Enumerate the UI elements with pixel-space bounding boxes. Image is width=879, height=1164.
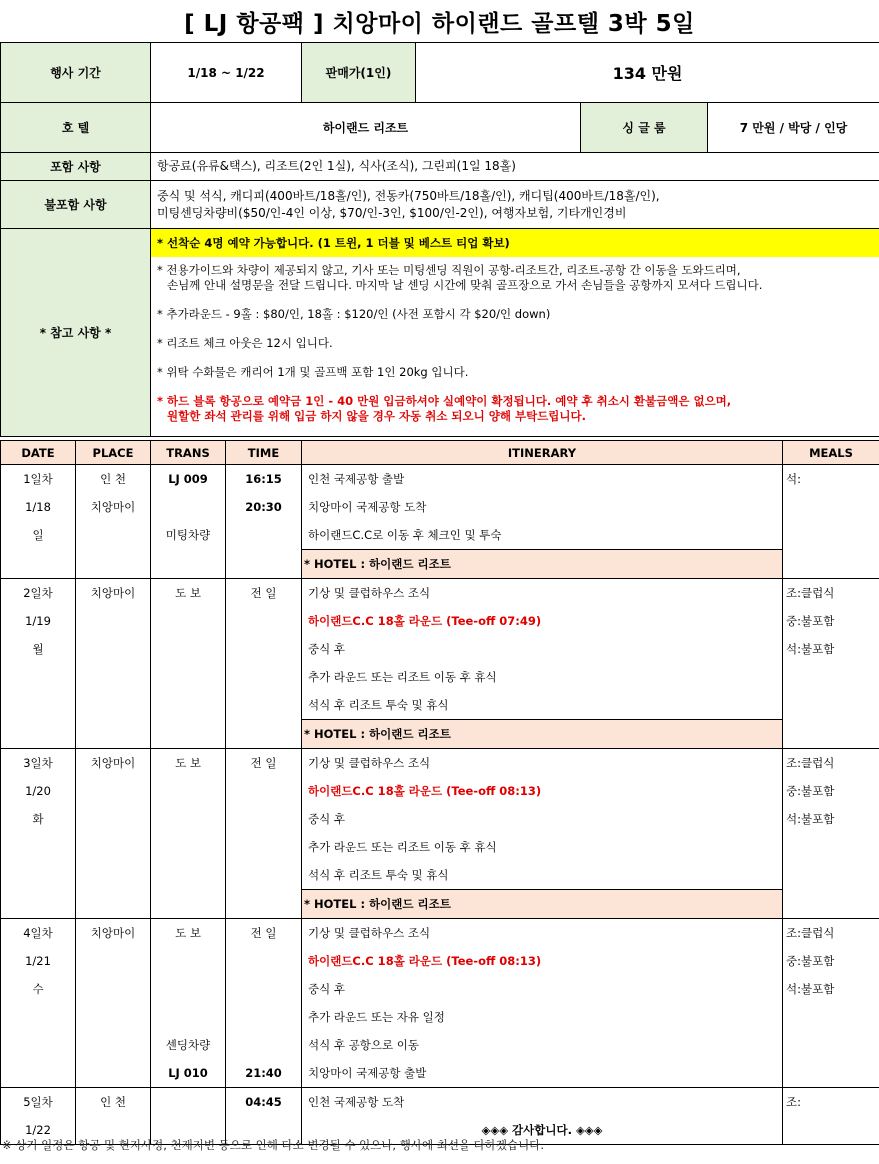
table-row: [1, 691, 879, 720]
note-item: * 리조트 체크 아웃은 12시 입니다.: [157, 336, 333, 350]
footer-note: ※ 상기 일정은 항공 및 현지사정, 천재지변 등으로 인해 다소 변경될 수 있으나, 행사에 최선을 다하겠습니다.: [2, 1138, 545, 1152]
time-cell: [226, 635, 302, 663]
itinerary-cell: 하이랜드C.C 18홀 라운드 (Tee-off 08:13): [302, 777, 783, 805]
trans-cell: [151, 890, 226, 919]
table-row: [1, 635, 879, 663]
itinerary-cell: 석식 후 리조트 투숙 및 휴식: [302, 691, 783, 720]
date-cell: 수: [1, 975, 76, 1003]
itinerary-cell: 중식 후: [302, 635, 783, 663]
place-cell: [76, 521, 151, 550]
period-label: 행사 기간: [1, 43, 151, 103]
meal-cell: 중:불포함: [783, 777, 879, 805]
thanks-message: ◈◈◈ 감사합니다. ◈◈◈: [302, 1116, 783, 1145]
place-cell: 인 천: [76, 1088, 151, 1117]
meal-cell: [783, 890, 879, 919]
time-cell: 20:30: [226, 493, 302, 521]
date-cell: [1, 833, 76, 861]
date-cell: 1/18: [1, 493, 76, 521]
place-cell: [76, 975, 151, 1003]
meal-cell: [783, 833, 879, 861]
place-cell: [76, 1003, 151, 1031]
place-cell: [76, 691, 151, 720]
place-cell: [76, 607, 151, 635]
date-cell: [1, 720, 76, 749]
itinerary-cell: 석식 후 리조트 투숙 및 휴식: [302, 861, 783, 890]
meal-cell: [783, 691, 879, 720]
date-cell: 일: [1, 521, 76, 550]
meal-cell: 석:불포함: [783, 635, 879, 663]
table-row: [1, 1031, 879, 1059]
time-cell: [226, 607, 302, 635]
meal-cell: [783, 663, 879, 691]
table-row: [1, 833, 879, 861]
time-cell: [226, 777, 302, 805]
trans-cell: LJ 009: [151, 465, 226, 494]
date-cell: 4일차: [1, 919, 76, 948]
itinerary-cell: 추가 라운드 또는 리조트 이동 후 휴식: [302, 833, 783, 861]
date-cell: 1/20: [1, 777, 76, 805]
place-cell: [76, 720, 151, 749]
meal-cell: 중:불포함: [783, 947, 879, 975]
itinerary-cell: 중식 후: [302, 805, 783, 833]
date-cell: 1일차: [1, 465, 76, 494]
meal-cell: 석:불포함: [783, 975, 879, 1003]
place-cell: [76, 805, 151, 833]
include-label: 포함 사항: [1, 153, 151, 181]
date-cell: 1/21: [1, 947, 76, 975]
place-cell: [76, 890, 151, 919]
time-cell: 21:40: [226, 1059, 302, 1088]
itinerary-cell: 인천 국제공항 출발: [302, 465, 783, 494]
package-info-table: [0, 42, 879, 437]
table-row: [1, 919, 879, 948]
place-cell: [76, 1059, 151, 1088]
time-cell: 16:15: [226, 465, 302, 494]
col-header-itinerary: ITINERARY: [302, 441, 783, 465]
exclude-line: 중식 및 석식, 캐디피(400바트/18홀/인), 전동카(750바트/18홀/인), 캐디팁(400바트/18홀/인),: [157, 188, 660, 203]
meal-cell: [783, 1031, 879, 1059]
note-item: * 위탁 수화물은 캐리어 1개 및 골프백 포함 1인 20kg 입니다.: [157, 365, 469, 379]
trans-cell: 센딩차량: [151, 1031, 226, 1059]
meal-cell: [783, 861, 879, 890]
note-item: 손님께 안내 설명문을 전달 드립니다. 마지막 날 센딩 시간에 맞춰 골프장으로 가서 손님들을 공항까지 모셔다 드립니다.: [167, 278, 763, 292]
table-row: [1, 720, 879, 749]
place-cell: [76, 550, 151, 579]
note-item: * 하드 블록 항공으로 예약금 1인 - 40 만원 입금하셔야 실예약이 확정됩니다. 예약 후 취소시 환불금액은 없으며,: [157, 394, 732, 408]
trans-cell: [151, 833, 226, 861]
trans-cell: [151, 607, 226, 635]
time-cell: [226, 861, 302, 890]
itinerary-cell: 기상 및 클럽하우스 조식: [302, 749, 783, 778]
place-cell: [76, 947, 151, 975]
table-row: [1, 805, 879, 833]
itinerary-cell: 하이랜드C.C로 이동 후 체크인 및 투숙: [302, 521, 783, 550]
meal-cell: 석:: [783, 465, 879, 494]
trans-cell: LJ 010: [151, 1059, 226, 1088]
hotel-cell: * HOTEL : 하이랜드 리조트: [302, 720, 783, 749]
itinerary-table: [0, 440, 879, 1145]
trans-cell: [151, 720, 226, 749]
time-cell: [226, 1031, 302, 1059]
time-cell: [226, 663, 302, 691]
hotel-cell: * HOTEL : 하이랜드 리조트: [302, 550, 783, 579]
trans-cell: 도 보: [151, 919, 226, 948]
table-row: [1, 579, 879, 608]
itinerary-cell: 치앙마이 국제공항 출발: [302, 1059, 783, 1088]
date-cell: 5일차: [1, 1088, 76, 1117]
itinerary-cell: 치앙마이 국제공항 도착: [302, 493, 783, 521]
time-cell: [226, 833, 302, 861]
place-cell: [76, 777, 151, 805]
period-value: 1/18 ~ 1/22: [151, 43, 302, 103]
trans-cell: [151, 663, 226, 691]
date-cell: [1, 691, 76, 720]
trans-cell: [151, 635, 226, 663]
exclude-label: 불포함 사항: [1, 181, 151, 229]
table-row: [1, 975, 879, 1003]
time-cell: [226, 521, 302, 550]
table-row: [1, 1003, 879, 1031]
table-row: [1, 777, 879, 805]
meal-cell: 조:: [783, 1088, 879, 1117]
date-cell: [1, 1003, 76, 1031]
time-cell: [226, 975, 302, 1003]
meal-cell: [783, 550, 879, 579]
meal-cell: 중:불포함: [783, 607, 879, 635]
place-cell: 인 천: [76, 465, 151, 494]
itinerary-cell: 중식 후: [302, 975, 783, 1003]
trans-cell: 도 보: [151, 579, 226, 608]
place-cell: 치앙마이: [76, 579, 151, 608]
meal-cell: [783, 521, 879, 550]
time-cell: 전 일: [226, 579, 302, 608]
col-header-meals: MEALS: [783, 441, 879, 465]
time-cell: [226, 720, 302, 749]
note-item: * 추가라운드 - 9홀 : $80/인, 18홀 : $120/인 (사전 포함시 각 $20/인 down): [157, 307, 551, 321]
itinerary-cell: 기상 및 클럽하우스 조식: [302, 579, 783, 608]
hotel-value: 하이랜드 리조트: [151, 103, 581, 153]
table-row: [1, 890, 879, 919]
itinerary-cell: 석식 후 공항으로 이동: [302, 1031, 783, 1059]
trans-cell: [151, 493, 226, 521]
note-item: 원할한 좌석 관리를 위해 입금 하지 않을 경우 자동 취소 되오니 양해 부탁드립니다.: [167, 409, 587, 423]
trans-cell: [151, 691, 226, 720]
meal-cell: [783, 1003, 879, 1031]
trans-cell: [151, 550, 226, 579]
table-row: [1, 663, 879, 691]
place-cell: 치앙마이: [76, 493, 151, 521]
time-cell: [226, 691, 302, 720]
date-cell: [1, 1059, 76, 1088]
date-cell: 월: [1, 635, 76, 663]
meal-cell: [783, 720, 879, 749]
meal-cell: 조:클럽식: [783, 919, 879, 948]
table-row: [1, 861, 879, 890]
time-cell: 전 일: [226, 919, 302, 948]
trans-cell: [151, 947, 226, 975]
meal-cell: 조:클럽식: [783, 579, 879, 608]
col-header-date: DATE: [1, 441, 76, 465]
itinerary-header-row: [1, 441, 879, 465]
time-cell: [226, 805, 302, 833]
place-cell: 치앙마이: [76, 919, 151, 948]
time-cell: [226, 1003, 302, 1031]
trans-cell: [151, 861, 226, 890]
single-room-label: 싱 글 룸: [581, 103, 708, 153]
time-cell: [226, 890, 302, 919]
date-cell: 1/22: [1, 1116, 76, 1145]
col-header-place: PLACE: [76, 441, 151, 465]
price-value: 134 만원: [416, 43, 879, 103]
meal-cell: 석:불포함: [783, 805, 879, 833]
date-cell: 1/19: [1, 607, 76, 635]
itinerary-cell: 인천 국제공항 도착: [302, 1088, 783, 1117]
itinerary-cell: 하이랜드C.C 18홀 라운드 (Tee-off 08:13): [302, 947, 783, 975]
place-cell: [76, 833, 151, 861]
note-item: * 선착순 4명 예약 가능합니다. (1 트윈, 1 더블 및 베스트 티업 확보): [151, 229, 879, 257]
date-cell: 화: [1, 805, 76, 833]
table-row: [1, 947, 879, 975]
date-cell: [1, 890, 76, 919]
table-row: [1, 1059, 879, 1088]
exclude-line: 미팅센딩차량비($50/인-4인 이상, $70/인-3인, $100/인-2인), 여행자보험, 기타개인경비: [157, 205, 627, 220]
trans-cell: 미팅차량: [151, 521, 226, 550]
table-row: [1, 521, 879, 550]
itinerary-cell: 추가 라운드 또는 리조트 이동 후 휴식: [302, 663, 783, 691]
meal-cell: [783, 1059, 879, 1088]
place-cell: [76, 1031, 151, 1059]
single-room-value: 7 만원 / 박당 / 인당: [708, 103, 879, 153]
trans-cell: [151, 777, 226, 805]
include-value: 항공료(유류&택스), 리조트(2인 1실), 식사(조식), 그린피(1일 18홀): [151, 153, 879, 181]
trans-cell: [151, 1088, 226, 1117]
itinerary-cell: 하이랜드C.C 18홀 라운드 (Tee-off 07:49): [302, 607, 783, 635]
date-cell: [1, 663, 76, 691]
table-row: [1, 749, 879, 778]
date-cell: [1, 550, 76, 579]
date-cell: [1, 1031, 76, 1059]
table-row: [1, 607, 879, 635]
notes-list: [151, 229, 879, 437]
hotel-cell: * HOTEL : 하이랜드 리조트: [302, 890, 783, 919]
col-header-time: TIME: [226, 441, 302, 465]
exclude-value: [151, 181, 879, 229]
time-cell: 전 일: [226, 749, 302, 778]
meal-cell: [783, 493, 879, 521]
place-cell: 치앙마이: [76, 749, 151, 778]
price-label: 판매가(1인): [302, 43, 416, 103]
table-row: [1, 550, 879, 579]
date-cell: 3일차: [1, 749, 76, 778]
note-item: * 전용가이드와 차량이 제공되지 않고, 기사 또는 미팅센딩 직원이 공항-리조트간, 리조트-공항 간 이동을 도와드리며,: [157, 263, 741, 277]
col-header-trans: TRANS: [151, 441, 226, 465]
time-cell: 04:45: [226, 1088, 302, 1117]
meal-cell: 조:클럽식: [783, 749, 879, 778]
page-title: [ LJ 항공팩 ] 치앙마이 하이랜드 골프텔 3박 5일: [184, 10, 695, 37]
date-cell: [1, 861, 76, 890]
place-cell: [76, 861, 151, 890]
itinerary-cell: 추가 라운드 또는 자유 일정: [302, 1003, 783, 1031]
time-cell: [226, 550, 302, 579]
hotel-label: 호 텔: [1, 103, 151, 153]
trans-cell: [151, 805, 226, 833]
trans-cell: 도 보: [151, 749, 226, 778]
meal-cell: [783, 1116, 879, 1145]
trans-cell: [151, 1003, 226, 1031]
notes-label: * 참고 사항 *: [1, 229, 151, 437]
table-row: [1, 493, 879, 521]
place-cell: [76, 663, 151, 691]
place-cell: [76, 635, 151, 663]
date-cell: 2일차: [1, 579, 76, 608]
trans-cell: [151, 975, 226, 1003]
table-row: [1, 1088, 879, 1117]
itinerary-cell: 기상 및 클럽하우스 조식: [302, 919, 783, 948]
time-cell: [226, 947, 302, 975]
table-row: [1, 465, 879, 494]
